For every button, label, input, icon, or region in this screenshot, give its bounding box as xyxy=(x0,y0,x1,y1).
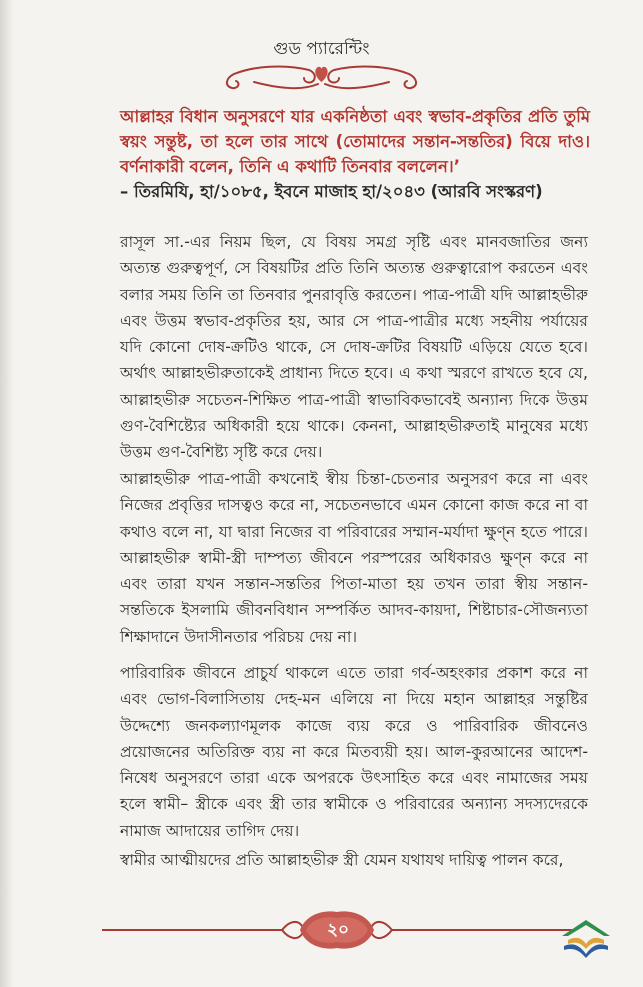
page-number: ২০ xyxy=(326,920,350,940)
hadith-citation: – তিরমিযি, হা/১০৮৫, ইবনে মাজাহ হা/২০৪৩ (আরবি সংস্করণ) xyxy=(120,182,543,201)
hadith-quote: আল্লাহর বিধান অনুসরণে যার একনিষ্ঠতা এবং স্বভাব-প্রকৃতির প্রতি তুমি স্বয়ং সন্তুষ্ট, তা হলে তার সাথে (তোমাদের সন্তান-সন্ততির) বিয়ে দাও। বর্ণনাকারী বলেন, তিনি এ কথাটি তিনবার বললেন।’ xyxy=(120,107,590,176)
body-paragraph-3: পারিবারিক জীবনে প্রাচুর্য থাকলে এতে তারা গর্ব-অহংকার প্রকাশ করে না এবং ভোগ-বিলাসিতায় দেহ-মন এলিয়ে না দিয়ে মহান আল্লাহর সন্তুষ্টির উদ্দেশ্যে জনকল্যাণমূলক কাজে ব্যয় করে ও পারিবারিক জীবনেও প্রয়োজনের অতিরিক্ত ব্যয় না করে মিতব্যয়ী হয়। আল-কুরআনের আদেশ-নিষেধ অনুসরণে তারা একে অপরকে উৎসাহিত করে এবং নামাজের সময় হলে স্বামী– স্ত্রীকে এবং স্ত্রী তার স্বামীকে ও পরিবারের অন্যান্য সদস্যদেরকে নামাজ আদায়ের তাগিদ দেয়। xyxy=(120,664,588,840)
running-head: গুড প্যারেন্টিং xyxy=(273,39,370,59)
publisher-logo-icon xyxy=(558,916,614,960)
body-paragraph-4: স্বামীর আত্মীয়দের প্রতি আল্লাহভীরু স্ত্রী যেমন যথাযথ দায়িত্ব পালন করে, xyxy=(120,851,564,869)
body-paragraph-2: আল্লাহভীরু পাত্র-পাত্রী কখনোই স্বীয় চিন্তা-চেতনার অনুসরণ করে না এবং নিজের প্রবৃত্তির দাসত্বও করে না, সচেতনভাবে এমন কোনো কাজ করে না বা কথাও বলে না, যা দ্বারা নিজের বা পরিবারের সম্মান-মর্যাদা ক্ষুণ্ন হতে পারে। আল্লাহভীরু স্বামী-স্ত্রী দাম্পত্য জীবনে পরস্পরের অধিকারও ক্ষুণ্ন করে না এবং তারা যখন সন্তান-সন্ততির পিতা-মাতা হয় তখন তারা স্বীয় সন্তান-সন্ততিকে ইসলামি জীবনবিধান সম্পর্কিত আদব-কায়দা, শিষ্টাচার-সৌজন্যতা শিক্ষাদানে উদাসীনতার পরিচয় দেয় না। xyxy=(120,470,588,646)
body-paragraph-1: রাসূল সা.-এর নিয়ম ছিল, যে বিষয় সমগ্র সৃষ্টি এবং মানবজাতির জন্য অত্যন্ত গুরুত্বপূর্ণ, সে বিষয়টির প্রতি তিনি অত্যন্ত গুরুত্বারোপ করতেন এবং বলার সময় তিনি তা তিনবার পুনরাবৃত্তি করতেন। পাত্র-পাত্রী যদি আল্লাহভীরু এবং উত্তম স্বভাব-প্রকৃতির হয়, আর সে পাত্র-পাত্রীর মধ্যে সহনীয় পর্যায়ের যদি কোনো দোষ-ক্রটিও থাকে, সে দোষ-ক্রটির বিষয়টি এড়িয়ে যেতে হবে। অর্থাৎ আল্লাহভীরুতাকেই প্রাধান্য দিতে হবে। এ কথা স্মরণে রাখতে হবে যে, আল্লাহভীরু সচেতন-শিক্ষিত পাত্র-পাত্রী স্বাভাবিকভাবেই অন্যান্য দিকে উত্তম গুণ-বৈশিষ্ট্যের অধিকারী হয়ে থাকে। কেননা, আল্লাহভীরুতাই মানুষের মধ্যে উত্তম গুণ-বৈশিষ্ট্য সৃষ্টি করে দেয়। xyxy=(120,233,588,462)
header-flourish-ornament xyxy=(214,56,429,96)
